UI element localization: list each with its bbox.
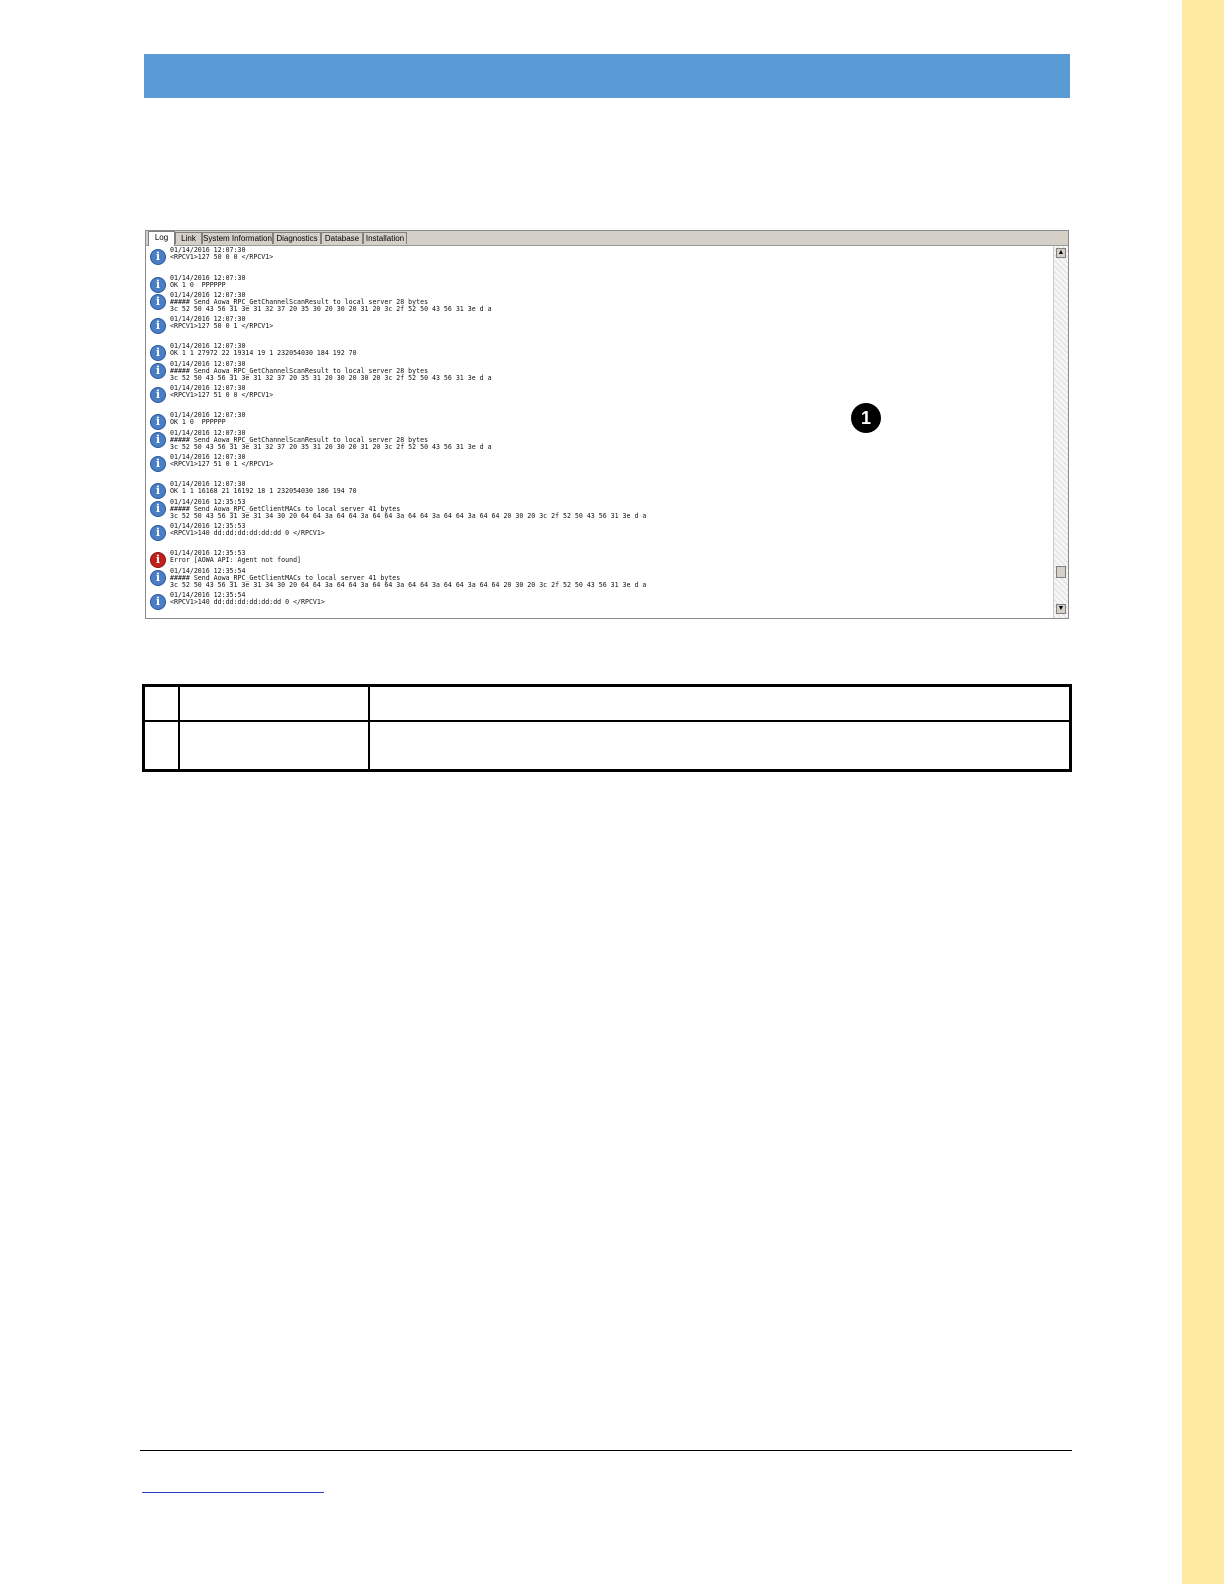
log-entry-text xyxy=(170,592,325,606)
log-message: ##### Send Aowa_RPC_GetChannelScanResult to local server 28 bytes xyxy=(170,298,429,306)
log-message: OK 1 0 PPPPPP xyxy=(170,281,226,289)
log-entry-text xyxy=(170,292,492,313)
log-entry-text xyxy=(170,481,357,495)
log-timestamp: 01/14/2016 12:07:30 xyxy=(170,360,246,368)
scroll-up-icon[interactable]: ▲ xyxy=(1057,249,1065,256)
log-message: Error [AOWA API: Agent not found] xyxy=(170,556,302,564)
log-message: ##### Send Aowa_RPC_GetClientMACs to local server 41 bytes xyxy=(170,505,401,513)
log-message: ##### Send Aowa_RPC_GetChannelScanResult to local server 28 bytes xyxy=(170,367,429,375)
log-timestamp: 01/14/2016 12:35:53 xyxy=(170,549,246,557)
info-icon: i xyxy=(150,318,166,334)
log-timestamp: 01/14/2016 12:07:30 xyxy=(170,453,246,461)
log-message: OK 1 1 16168 21 16192 18 1 232054030 186 194 70 xyxy=(170,487,357,495)
info-icon: i xyxy=(150,363,166,379)
log-entry-text xyxy=(170,454,273,468)
log-message: OK 1 1 27972 22 19314 19 1 232054030 184 192 70 xyxy=(170,349,357,357)
log-message: <RPCV1>127 51 0 0 </RPCV1> xyxy=(170,391,274,399)
log-entry-text xyxy=(170,247,273,261)
tab-installation[interactable]: Installation xyxy=(363,232,407,244)
info-icon: i xyxy=(150,501,166,517)
log-message: 3c 52 50 43 56 31 3e 31 32 37 20 35 31 20 30 20 30 20 3c 2f 52 50 43 56 31 3e d a xyxy=(170,374,492,382)
log-timestamp: 01/14/2016 12:07:30 xyxy=(170,429,246,437)
footer-link-underline[interactable] xyxy=(142,1492,324,1493)
callout-marker: 1 xyxy=(851,403,881,433)
log-message: <RPCV1>127 51 0 1 </RPCV1> xyxy=(170,460,274,468)
info-icon: i xyxy=(150,570,166,586)
info-icon: i xyxy=(150,387,166,403)
log-entry-text xyxy=(170,568,646,589)
log-entry-text xyxy=(170,550,301,564)
log-message: 3c 52 50 43 56 31 3e 31 32 37 20 35 30 20 30 20 31 20 3c 2f 52 50 43 56 31 3e d a xyxy=(170,305,492,313)
log-timestamp: 01/14/2016 12:07:30 xyxy=(170,411,246,419)
vertical-scrollbar[interactable] xyxy=(1053,246,1068,618)
log-message: 3c 52 50 43 56 31 3e 31 34 30 20 64 64 3a 64 64 3a 64 64 3a 64 64 3a 64 64 3a 64 64 20 30 20 3c 2f 52 50 43 56 31 3e d a xyxy=(170,512,647,520)
log-timestamp: 01/14/2016 12:07:30 xyxy=(170,315,246,323)
info-icon: i xyxy=(150,432,166,448)
info-icon: i xyxy=(150,594,166,610)
log-entry-text xyxy=(170,361,492,382)
tab-diagnostics[interactable]: Diagnostics xyxy=(273,232,321,244)
info-icon: i xyxy=(150,456,166,472)
info-icon: i xyxy=(150,414,166,430)
info-icon: i xyxy=(150,525,166,541)
log-message: ##### Send Aowa_RPC_GetClientMACs to local server 41 bytes xyxy=(170,574,401,582)
table-column-divider xyxy=(368,687,370,769)
info-icon: i xyxy=(150,483,166,499)
legend-table xyxy=(142,684,1072,772)
log-message: OK 1 0 PPPPPP xyxy=(170,418,226,426)
tab-system-information[interactable]: System Information xyxy=(203,234,272,243)
log-entry-text xyxy=(170,316,273,330)
log-timestamp: 01/14/2016 12:35:53 xyxy=(170,498,246,506)
tab-database[interactable]: Database xyxy=(321,232,363,244)
log-timestamp: 01/14/2016 12:07:30 xyxy=(170,384,246,392)
log-timestamp: 01/14/2016 12:07:30 xyxy=(170,291,246,299)
info-icon: i xyxy=(150,277,166,293)
tab-log[interactable]: Log xyxy=(148,231,175,246)
log-list[interactable] xyxy=(146,246,1053,618)
log-entry-text xyxy=(170,275,245,289)
log-entry-text xyxy=(170,412,245,426)
log-timestamp: 01/14/2016 12:35:53 xyxy=(170,522,246,530)
error-icon: i xyxy=(150,552,166,568)
log-timestamp: 01/14/2016 12:07:30 xyxy=(170,274,246,282)
side-band xyxy=(1182,0,1224,1584)
log-entry-text xyxy=(170,430,492,451)
log-entry-text xyxy=(170,499,646,520)
log-message: <RPCV1>127 50 0 0 </RPCV1> xyxy=(170,253,274,261)
log-message: 3c 52 50 43 56 31 3e 31 34 30 20 64 64 3a 64 64 3a 64 64 3a 64 64 3a 64 64 3a 64 64 20 30 20 3c 2f 52 50 43 56 31 3e d a xyxy=(170,581,647,589)
log-entry-text xyxy=(170,343,357,357)
log-message: <RPCV1>140 dd:dd:dd:dd:dd:dd 0 </RPCV1> xyxy=(170,598,325,606)
log-message: <RPCV1>140 dd:dd:dd:dd:dd:dd 0 </RPCV1> xyxy=(170,529,325,537)
section-header-bar xyxy=(144,54,1070,98)
log-entry-text xyxy=(170,385,273,399)
footer-rule xyxy=(140,1450,1072,1451)
log-timestamp: 01/14/2016 12:35:54 xyxy=(170,567,246,575)
tab-strip xyxy=(146,231,1068,246)
log-message: 3c 52 50 43 56 31 3e 31 32 37 20 35 31 20 30 20 31 20 3c 2f 52 50 43 56 31 3e d a xyxy=(170,443,492,451)
table-row-divider xyxy=(145,720,1069,722)
info-icon: i xyxy=(150,345,166,361)
log-entry-text xyxy=(170,523,325,537)
log-message: ##### Send Aowa_RPC_GetChannelScanResult to local server 28 bytes xyxy=(170,436,429,444)
log-timestamp: 01/14/2016 12:07:30 xyxy=(170,246,246,254)
log-message: <RPCV1>127 50 0 1 </RPCV1> xyxy=(170,322,274,330)
log-window xyxy=(145,230,1069,619)
scroll-down-icon[interactable]: ▼ xyxy=(1057,605,1065,612)
log-timestamp: 01/14/2016 12:07:30 xyxy=(170,480,246,488)
tab-link[interactable]: Link xyxy=(175,232,202,244)
table-column-divider xyxy=(178,687,180,769)
info-icon: i xyxy=(150,294,166,310)
log-timestamp: 01/14/2016 12:07:30 xyxy=(170,342,246,350)
log-timestamp: 01/14/2016 12:35:54 xyxy=(170,591,246,599)
info-icon: i xyxy=(150,249,166,265)
scroll-thumb[interactable] xyxy=(1056,566,1066,578)
